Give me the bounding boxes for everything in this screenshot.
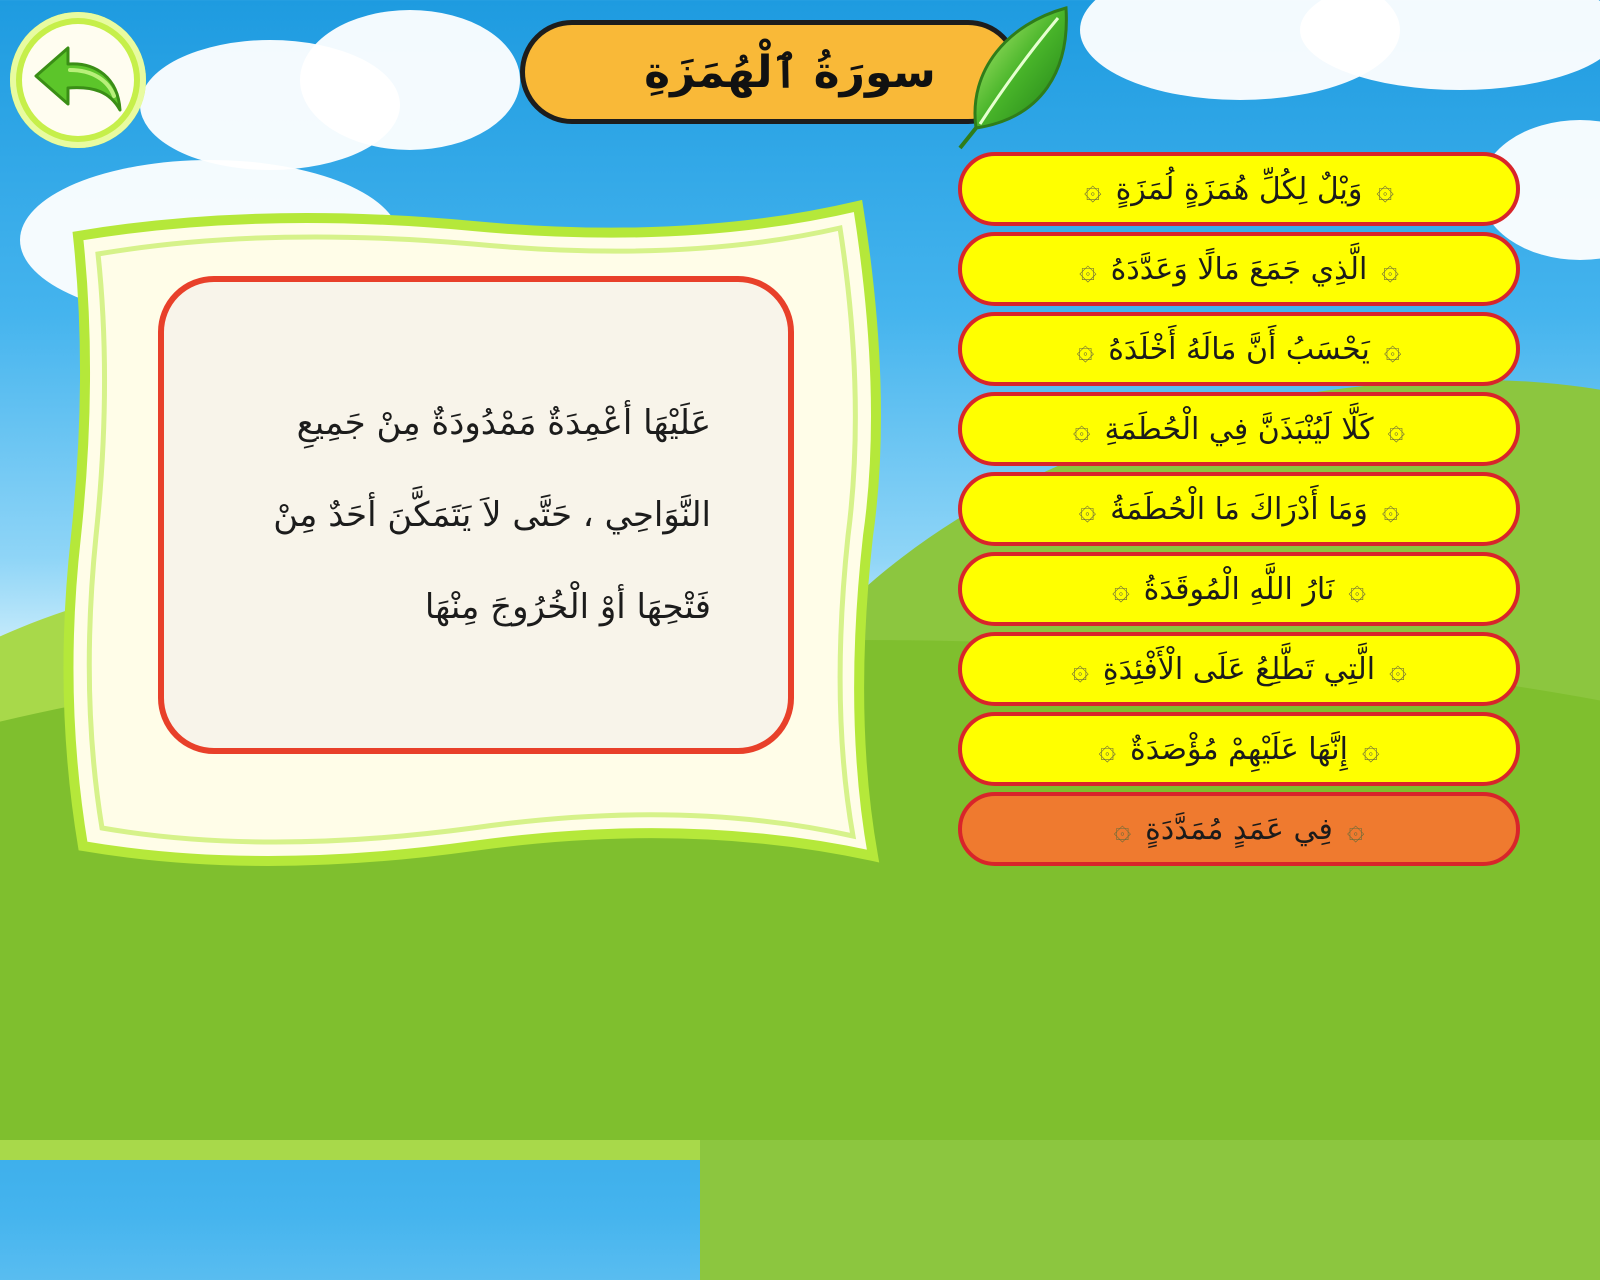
ornament-icon: ۞ bbox=[1113, 811, 1132, 847]
back-arrow-icon bbox=[30, 42, 126, 118]
title-pill bbox=[520, 20, 1020, 124]
verse-text: وَمَا أَدْرَاكَ مَا الْحُطَمَةُ bbox=[1110, 491, 1368, 527]
ornament-icon: ۞ bbox=[1098, 731, 1117, 767]
ornament-icon: ۞ bbox=[1376, 171, 1394, 207]
verse-text: يَحْسَبُ أَنَّ مَالَهُ أَخْلَدَهُ bbox=[1108, 331, 1370, 367]
ornament-icon: ۞ bbox=[1383, 331, 1402, 367]
ornament-icon: ۞ bbox=[1381, 251, 1399, 287]
verse-text: فِي عَمَدٍ مُمَدَّدَةٍ bbox=[1145, 811, 1333, 847]
verse-button-active[interactable] bbox=[958, 792, 1520, 866]
ornament-icon: ۞ bbox=[1076, 331, 1095, 367]
ornament-icon: ۞ bbox=[1072, 411, 1091, 447]
verse-button[interactable] bbox=[958, 152, 1520, 226]
explanation-card bbox=[158, 276, 794, 754]
ornament-icon: ۞ bbox=[1112, 571, 1130, 607]
verse-text: الَّتِي تَطَّلِعُ عَلَى الْأَفْئِدَةِ bbox=[1102, 651, 1376, 687]
verse-button[interactable] bbox=[958, 712, 1520, 786]
ornament-icon: ۞ bbox=[1361, 731, 1380, 767]
verse-text: كَلَّا لَيُنْبَذَنَّ فِي الْحُطَمَةِ bbox=[1104, 411, 1374, 447]
verse-button[interactable] bbox=[958, 312, 1520, 386]
verse-text: إِنَّهَا عَلَيْهِمْ مُؤْصَدَةٌ bbox=[1130, 731, 1348, 767]
verse-button[interactable] bbox=[958, 392, 1520, 466]
ornament-icon: ۞ bbox=[1387, 411, 1406, 447]
verse-button[interactable] bbox=[958, 552, 1520, 626]
verse-list bbox=[958, 152, 1520, 872]
ornament-icon: ۞ bbox=[1071, 651, 1089, 687]
explanation-text: عَلَيْهَا أعْمِدَةٌ مَمْدُودَةٌ مِنْ جَمِيعِ النَّوَاحِي ، حَتَّى لاَ يَتَمَكَّنَ أحَدٌ مِنْ فَتْحِهَا أوْ الْخُرُوجَ مِنْهَا bbox=[273, 403, 711, 627]
verse-text: نَارُ اللَّهِ الْمُوقَدَةُ bbox=[1143, 571, 1335, 607]
cloud bbox=[300, 10, 520, 150]
back-button-inner bbox=[22, 24, 134, 136]
verse-text: الَّذِي جَمَعَ مَالًا وَعَدَّدَهُ bbox=[1110, 251, 1368, 287]
verse-button[interactable] bbox=[958, 632, 1520, 706]
ornament-icon: ۞ bbox=[1381, 491, 1400, 527]
ornament-icon: ۞ bbox=[1346, 811, 1365, 847]
ornament-icon: ۞ bbox=[1084, 171, 1102, 207]
ornament-icon: ۞ bbox=[1389, 651, 1407, 687]
back-button[interactable] bbox=[10, 12, 146, 148]
verse-text: وَيْلٌ لِكُلِّ هُمَزَةٍ لُمَزَةٍ bbox=[1115, 171, 1363, 207]
verse-button[interactable] bbox=[958, 472, 1520, 546]
page-title: سورَةُ ٱلْهُمَزَةِ bbox=[644, 46, 936, 98]
ornament-icon: ۞ bbox=[1078, 491, 1097, 527]
ornament-icon: ۞ bbox=[1079, 251, 1097, 287]
ornament-icon: ۞ bbox=[1348, 571, 1366, 607]
leaf-icon bbox=[958, 0, 1078, 150]
verse-button[interactable] bbox=[958, 232, 1520, 306]
